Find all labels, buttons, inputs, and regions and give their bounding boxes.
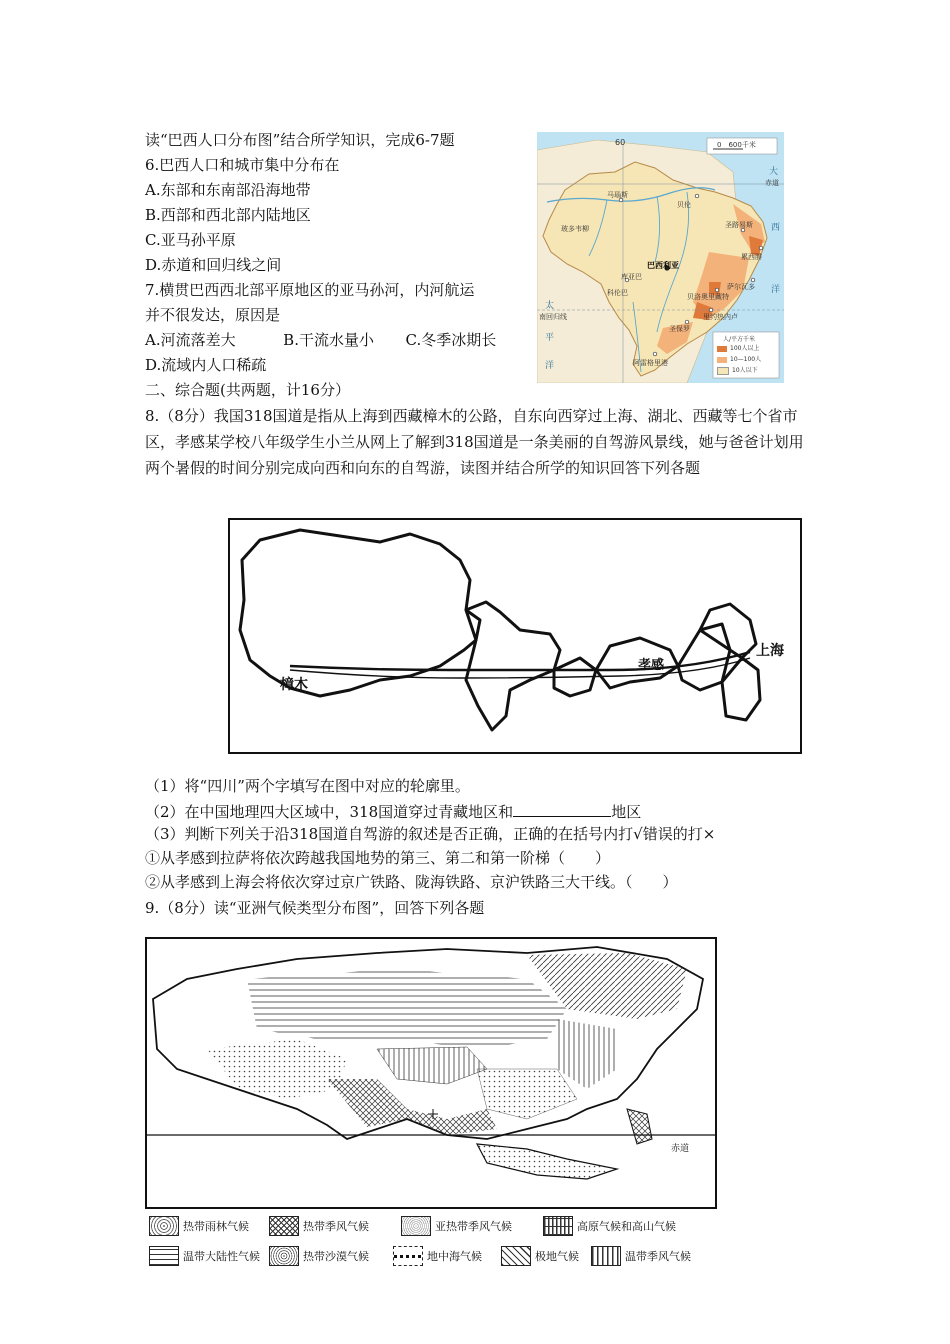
equator-label: 赤道 [765, 179, 779, 187]
ocean-label-6: 洋 [545, 361, 555, 371]
q6-option-d: D.赤道和回归线之间 [145, 256, 282, 274]
legend-subtropical-monsoon: 亚热带季风气候 [401, 1216, 512, 1236]
asia-legend [145, 1212, 717, 1278]
ocean-label-2: 西 [771, 223, 781, 233]
route-318-svg [230, 520, 800, 752]
legend-tropical-monsoon: 热带季风气候 [269, 1216, 369, 1236]
brazil-scale: 0 600千米 [717, 141, 756, 149]
swatch-desert [269, 1246, 299, 1266]
swatch-tropical-monsoon [269, 1216, 299, 1236]
swatch-plateau [543, 1216, 573, 1236]
q9-text: 9.（8分）读“亚洲气候类型分布图”，回答下列各题 [145, 899, 485, 917]
q6-option-a: A.东部和东南部沿海地带 [145, 181, 311, 199]
city-label-10: 库亚巴 [621, 273, 642, 281]
legend-plateau: 高原气候和高山气候 [543, 1216, 676, 1236]
brazil-legend-item-2: 10—100人 [717, 354, 761, 363]
q6-option-b: B.西部和西北部内陆地区 [145, 206, 311, 224]
asia-climate-map [145, 937, 717, 1209]
legend-mediterranean: 地中海气候 [393, 1246, 482, 1266]
city-label-1: 马瑙斯 [607, 191, 628, 199]
city-label-2: 圣路易斯 [725, 221, 753, 229]
city-label-6: 里约热内卢 [703, 313, 738, 321]
q7-options-row [145, 330, 496, 350]
city-label-7: 圣保罗 [669, 325, 690, 333]
legend-temperate-continental: 温带大陆性气候 [149, 1246, 260, 1266]
ocean-label-4: 太 [545, 301, 555, 311]
q8-sub2-post: 地区 [611, 803, 642, 821]
brazil-legend-item-3: 10人以下 [717, 365, 758, 375]
tropic-label: 南回归线 [539, 313, 567, 321]
label-zhangmu: 樟木 [280, 677, 308, 693]
q8-sub1: （1）将“四川”两个字填写在图中对应的轮廓里。 [145, 777, 470, 795]
legend-tropical-desert: 热带沙漠气候 [269, 1246, 369, 1266]
label-shanghai: 上海 [756, 643, 784, 659]
brazil-population-map [537, 132, 784, 383]
city-label-5: 贝洛奥里藏特 [687, 293, 729, 301]
swatch-temperate-continental [149, 1246, 179, 1266]
q8-sub3: （3）判断下列关于沿318国道自驾游的叙述是否正确，正确的在括号内打√错误的打× [145, 825, 716, 843]
intro-text: 读“巴西人口分布图”结合所学知识，完成6-7题 [145, 131, 455, 149]
q7-option-b: B.干流水量小 [283, 331, 374, 349]
ocean-label-3: 洋 [771, 285, 781, 295]
asia-climate-svg [147, 939, 715, 1207]
swatch-subtropical-monsoon [401, 1216, 431, 1236]
legend-temperate-monsoon: 温带季风气候 [591, 1246, 691, 1266]
q8-text: 8.（8分）我国318国道是指从上海到西藏樟木的公路，自东向西穿过上海、湖北、西藏等七个省市区，孝感某学校八年级学生小兰从网上了解到318国道是一条美丽的自驾游风景线，她与爸爸计划用两个暑假的时间分别完成向西和向东的自驾游，读图并结合所学的知识回答下列各题 [145, 407, 804, 477]
q6-option-c: C.亚马孙平原 [145, 231, 236, 249]
section-title: 二、综合题(共两题，计16分） [145, 381, 350, 399]
q7-stem-2: 并不很发达，原因是 [145, 306, 281, 324]
brazil-lon-label: 60 [615, 138, 626, 147]
q7-option-d: D.流域内人口稀疏 [145, 356, 267, 374]
city-label-9: 玻多韦柳 [561, 225, 589, 233]
equator-label-asia: 赤道 [671, 1144, 690, 1154]
swatch-mediterranean [393, 1246, 423, 1266]
q7-option-a: A.河流落差大 [145, 331, 236, 349]
city-label-11: 科伦巴 [607, 289, 628, 297]
label-xiaogan: 孝感 [638, 658, 665, 673]
q8-sub2-pre: （2）在中国地理四大区域中，318国道穿过青藏地区和 [145, 803, 514, 821]
brazil-legend-title: 人/平方千米 [723, 336, 756, 343]
q8-item2: ②从孝感到上海会将依次穿过京广铁路、陇海铁路、京沪铁路三大干线。（ ） [145, 873, 678, 891]
city-label-3: 累西腓 [741, 253, 762, 261]
capital-label: 巴西利亚 [647, 261, 679, 270]
q8-sub2 [145, 800, 641, 822]
city-label-4: 萨尔瓦多 [727, 283, 755, 291]
city-label-12: 贝伦 [677, 201, 691, 209]
swatch-rainforest [149, 1216, 179, 1236]
city-label-8: 阿雷格里港 [633, 359, 668, 367]
ocean-label-1: 大 [769, 167, 779, 177]
legend-tropical-rainforest: 热带雨林气候 [149, 1216, 249, 1236]
q7-option-c: C.冬季冰期长 [405, 331, 497, 349]
legend-polar: 极地气候 [501, 1246, 579, 1266]
route-318-map [228, 518, 802, 754]
swatch-temperate-monsoon [591, 1246, 621, 1266]
q8-item1: ①从孝感到拉萨将依次跨越我国地势的第三、第二和第一阶梯（ ） [145, 849, 611, 867]
swatch-polar [501, 1246, 531, 1266]
q6-stem: 6.巴西人口和城市集中分布在 [145, 156, 340, 174]
q7-stem-1: 7.横贯巴西西北部平原地区的亚马孙河，内河航运 [145, 281, 475, 299]
brazil-legend-item-1: 100人以上 [717, 343, 759, 352]
ocean-label-5: 平 [545, 333, 555, 343]
q8-sub2-blank[interactable] [513, 800, 611, 817]
